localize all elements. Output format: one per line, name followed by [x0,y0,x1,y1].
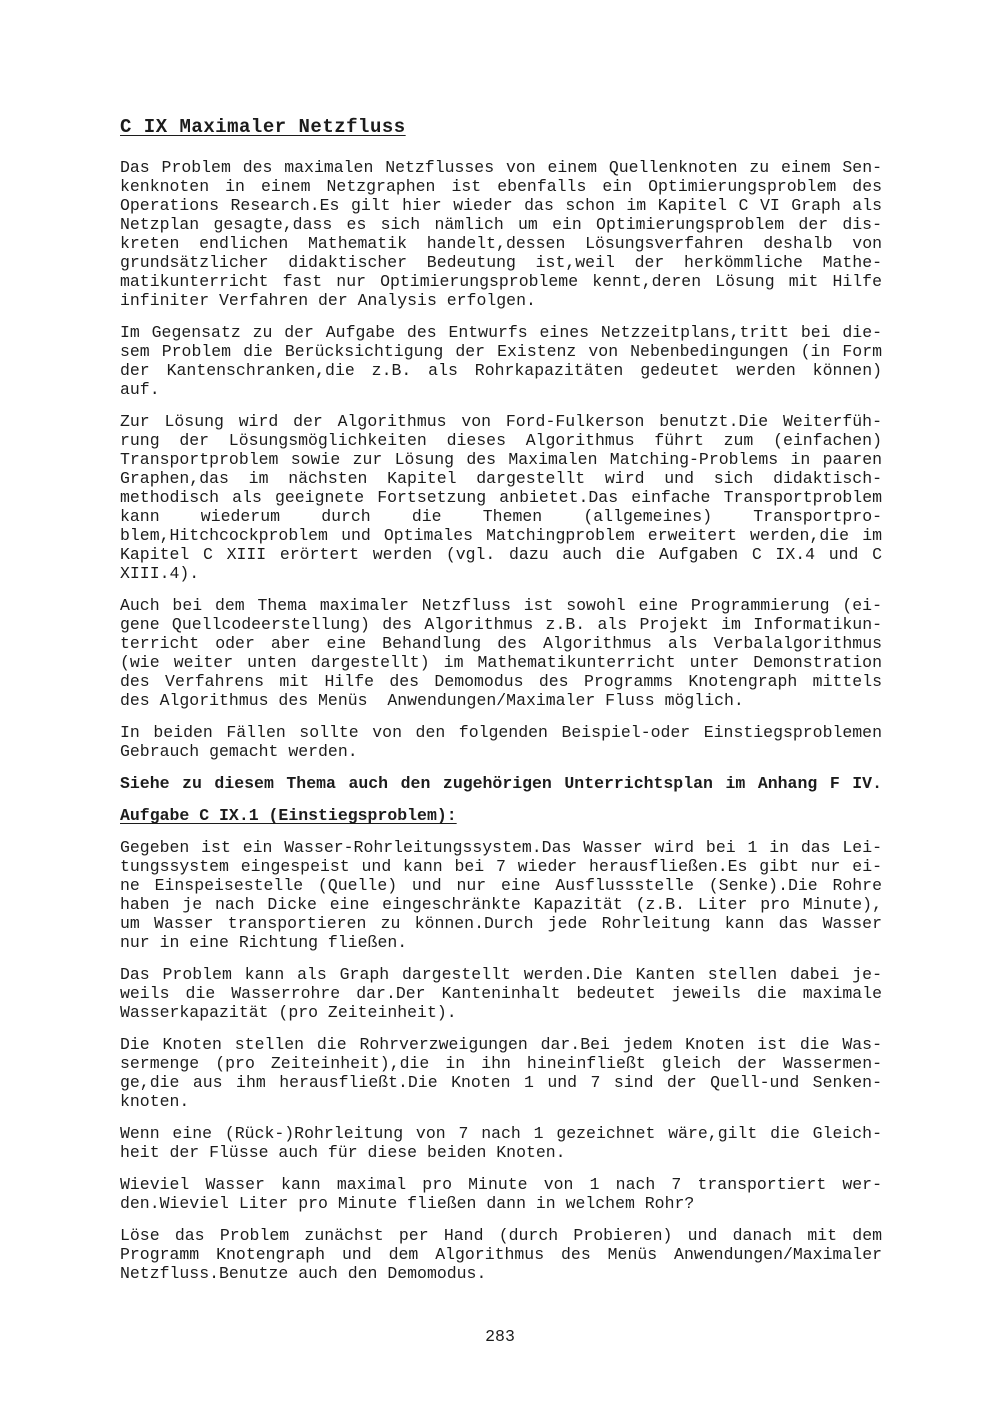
text-line: Graphen,das im nächsten Kapitel dargestellt wird und sich didaktisch- [120,469,882,488]
text-line: kann wiederum durch die Themen (allgemeines) Transportpro- [120,507,882,526]
text-line: matikunterricht fast nur Optimierungsprobleme kennt,deren Lösung mit Hilfe [120,272,882,291]
text-line: Programm Knotengraph und dem Algorithmus des Menüs Anwendungen/Maximaler [120,1245,882,1264]
paragraph [120,412,882,583]
text-line: des Algorithmus des Menüs Anwendungen/Maximaler Fluss möglich. [120,691,744,710]
paragraph [120,965,882,1022]
text-line: Siehe zu diesem Thema auch den zugehörigen Unterrichtsplan im Anhang F IV. [120,774,882,793]
text-line: Wasserkapazität (pro Zeiteinheit). [120,1003,457,1022]
text-line: In beiden Fällen sollte von den folgenden Beispiel-oder Einstiegsproblemen [120,723,882,742]
text-line: kreten endlichen Mathematik handelt,dessen Lösungsverfahren deshalb von [120,234,882,253]
paragraph [120,723,882,761]
text-line: den.Wieviel Liter pro Minute fließen dann in welchem Rohr? [120,1194,695,1213]
text-line: nur in eine Richtung fließen. [120,933,408,952]
paragraph [120,596,882,710]
paragraph [120,838,882,952]
text-line: Das Problem des maximalen Netzflusses von einem Quellenknoten zu einem Sen- [120,158,882,177]
text-line: Auch bei dem Thema maximaler Netzfluss ist sowohl eine Programmierung (ei- [120,596,882,615]
text-line: terricht oder aber eine Behandlung des Algorithmus als Verbalalgorithmus [120,634,882,653]
text-line: der Kantenschranken,die z.B. als Rohrkapazitäten gedeutet werden können) [120,361,882,380]
text-line: ne Einspeisestelle (Quelle) und nur eine Ausflussstelle (Senke).Die Rohre [120,876,882,895]
text-line: Netzfluss.Benutze auch den Demomodus. [120,1264,487,1283]
text-line: Gebrauch gemacht werden. [120,742,358,761]
text-line: Zur Lösung wird der Algorithmus von Ford-Fulkerson benutzt.Die Weiterfüh- [120,412,882,431]
text-line: Netzplan gesagte,dass es sich nämlich um ein Optimierungsproblem der dis- [120,215,882,234]
text-line: tungssystem eingespeist und kann bei 7 wieder herausfließen.Es gibt nur ei- [120,857,882,876]
text-line: blem,Hitchcockproblem und Optimales Matchingproblem erweitert werden,die im [120,526,882,545]
text-line: Transportproblem sowie zur Lösung des Maximalen Matching-Problems in paaren [120,450,882,469]
paragraph [120,1175,882,1213]
emphasis-paragraph [120,774,882,793]
document-content [120,116,882,1296]
text-line: Im Gegensatz zu der Aufgabe des Entwurfs eines Netzzeitplans,tritt bei die- [120,323,882,342]
document-body [120,158,882,1283]
paragraph [120,323,882,399]
text-line: knoten. [120,1092,190,1111]
text-line: rung der Lösungsmöglichkeiten dieses Algorithmus führt zum (einfachen) [120,431,882,450]
paragraph [120,1226,882,1283]
text-line: Wieviel Wasser kann maximal pro Minute von 1 nach 7 transportiert wer- [120,1175,882,1194]
paragraph [120,1035,882,1111]
text-line: methodisch als geeignete Fortsetzung anbietet.Das einfache Transportproblem [120,488,882,507]
paragraph [120,158,882,310]
text-line: Das Problem kann als Graph dargestellt werden.Die Kanten stellen dabei je- [120,965,882,984]
section-heading [120,806,882,825]
text-line: auf. [120,380,160,399]
text-line: sem Problem die Berücksichtigung der Existenz von Nebenbedingungen (in Form [120,342,882,361]
text-line: infiniter Verfahren der Analysis erfolgen. [120,291,536,310]
paragraph [120,1124,882,1162]
text-line: Löse das Problem zunächst per Hand (durch Probieren) und danach mit dem [120,1226,882,1245]
text-line: sermenge (pro Zeiteinheit),die in ihn hineinfließt gleich der Wassermen- [120,1054,882,1073]
text-line: Kapitel C XIII erörtert werden (vgl. dazu auch die Aufgaben C IX.4 und C [120,545,882,564]
document-title: C IX Maximaler Netzfluss [120,116,406,138]
text-line: Wenn eine (Rück-)Rohrleitung von 7 nach 1 gezeichnet wäre,gilt die Gleich- [120,1124,882,1143]
text-line: weils die Wasserrohre dar.Der Kanteninhalt bedeutet jeweils die maximale [120,984,882,1003]
text-line: um Wasser transportieren zu können.Durch jede Rohrleitung kann das Wasser [120,914,882,933]
text-line: Operations Research.Es gilt hier wieder das schon im Kapitel C VI Graph als [120,196,882,215]
text-line: ge,die aus ihm herausfließt.Die Knoten 1 und 7 sind der Quell-und Senken- [120,1073,882,1092]
text-line: (wie weiter unten dargestellt) im Mathematikunterricht unter Demonstration [120,653,882,672]
text-line: heit der Flüsse auch für diese beiden Knoten. [120,1143,566,1162]
text-line: Gegeben ist ein Wasser-Rohrleitungssystem.Das Wasser wird bei 1 in das Lei- [120,838,882,857]
text-line: grundsätzlicher didaktischer Bedeutung ist,weil der herkömmliche Mathe- [120,253,882,272]
page-number: 283 [485,1327,515,1346]
text-line: kenknoten in einem Netzgraphen ist ebenfalls ein Optimierungsproblem des [120,177,882,196]
text-line: gene Quellcodeerstellung) des Algorithmus z.B. als Projekt im Informatikun- [120,615,882,634]
text-line: Die Knoten stellen die Rohrverzweigungen dar.Bei jedem Knoten ist die Was- [120,1035,882,1054]
text-line: XIII.4). [120,564,200,583]
text-line: Aufgabe C IX.1 (Einstiegsproblem): [120,806,457,825]
text-line: haben je nach Dicke eine eingeschränkte Kapazität (z.B. Liter pro Minute), [120,895,882,914]
text-line: des Verfahrens mit Hilfe des Demomodus des Programms Knotengraph mittels [120,672,882,691]
